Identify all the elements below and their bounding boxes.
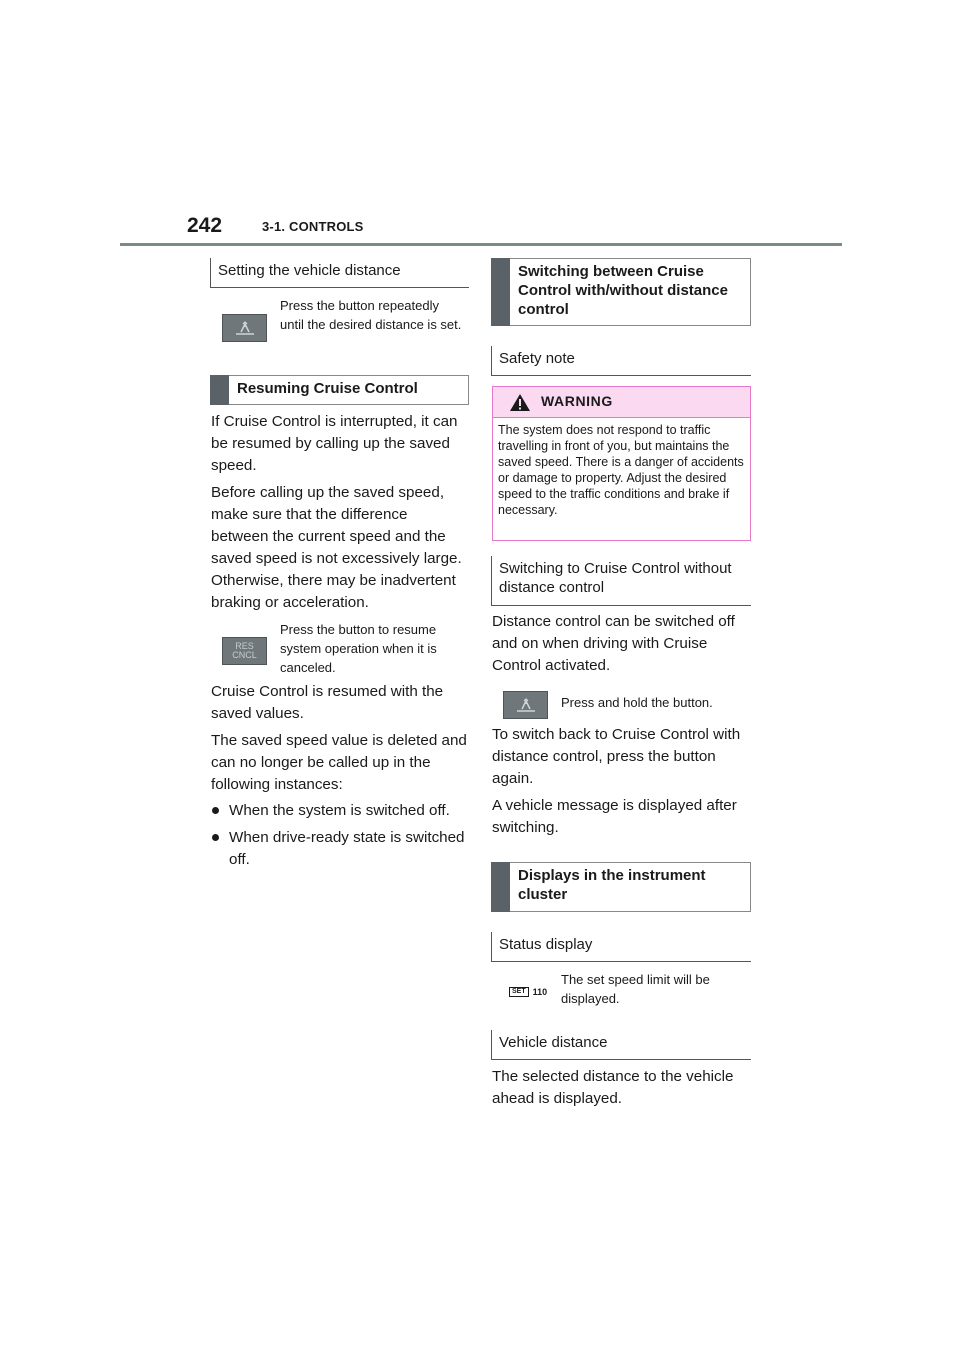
- displays-heading: Displays in the instrument cluster: [491, 862, 751, 912]
- set-badge: SET: [509, 987, 529, 997]
- resuming-body-1: [211, 411, 467, 618]
- resuming-para-3: Cruise Control is resumed with the saved values.: [211, 683, 444, 722]
- bullet-item: When drive-ready state is switched off.: [211, 827, 467, 871]
- res-label: RES: [235, 641, 254, 651]
- switch-para-2: To switch back to Cruise Control with distance control, press the button again.: [492, 726, 741, 787]
- distance-icon: [232, 319, 258, 337]
- warning-text: The system does not respond to traffic travelling in front of you, but maintains the saved speed. There is a danger of accidents or damage to property. Adjust the desired speed to the traffic conditions and brake if necessary.: [498, 423, 744, 517]
- warning-triangle-icon: [509, 393, 531, 412]
- switch-without-body-1: [492, 611, 748, 682]
- bullet-item: When the system is switched off.: [211, 800, 467, 822]
- set-speed-indicator: [509, 986, 547, 998]
- switch-para-3: A vehicle message is displayed after switching.: [492, 796, 737, 836]
- warning-header: [493, 387, 750, 418]
- safety-note-heading: Safety note: [491, 346, 751, 376]
- switching-heading: Switching between Cruise Control with/without distance control: [491, 258, 751, 326]
- resuming-heading: Resuming Cruise Control: [210, 375, 469, 405]
- res-cncl-button: [222, 637, 267, 665]
- setting-distance-heading: Setting the vehicle distance: [210, 258, 469, 288]
- set-speed-value: 110: [532, 987, 548, 997]
- cncl-label: CNCL: [232, 650, 257, 660]
- warning-title: WARNING: [541, 393, 613, 409]
- distance-button-text: Press the button repeatedly until the desired distance is set.: [280, 298, 462, 332]
- switch-without-heading: Switching to Cruise Control without distance control: [491, 556, 751, 606]
- distance-hold-button: [503, 691, 548, 719]
- resuming-para-2: Before calling up the saved speed, make sure that the difference between the current speed and the saved speed is not excessively large. Otherwise, there may be inadvertent braking or acceleration.: [211, 483, 462, 611]
- res-button-text: Press the button to resume system operation when it is canceled.: [280, 622, 437, 675]
- page-number: 242: [187, 214, 223, 237]
- switch-without-body-2: [492, 724, 748, 843]
- header-rule: [120, 243, 842, 246]
- vehicle-distance-heading: Vehicle distance: [491, 1030, 751, 1060]
- distance-button: [222, 314, 267, 342]
- resuming-para-1: If Cruise Control is interrupted, it can be resumed by calling up the saved speed.: [211, 413, 458, 474]
- distance-icon: [513, 696, 539, 714]
- switch-para-1: Distance control can be switched off and on when driving with Cruise Control activated.: [492, 613, 735, 674]
- status-display-heading: Status display: [491, 932, 751, 962]
- chapter-title: 3-1. CONTROLS: [262, 219, 364, 234]
- warning-box: [492, 386, 751, 541]
- status-display-text: The set speed limit will be displayed.: [561, 972, 710, 1006]
- resuming-para-4: The saved speed value is deleted and can no longer be called up in the following instances:: [211, 731, 467, 793]
- resuming-body-2: [211, 681, 467, 871]
- vehicle-distance-text: The selected distance to the vehicle ahead is displayed.: [492, 1068, 734, 1107]
- hold-button-text: Press and hold the button.: [561, 695, 713, 710]
- vehicle-distance-body: [492, 1066, 748, 1115]
